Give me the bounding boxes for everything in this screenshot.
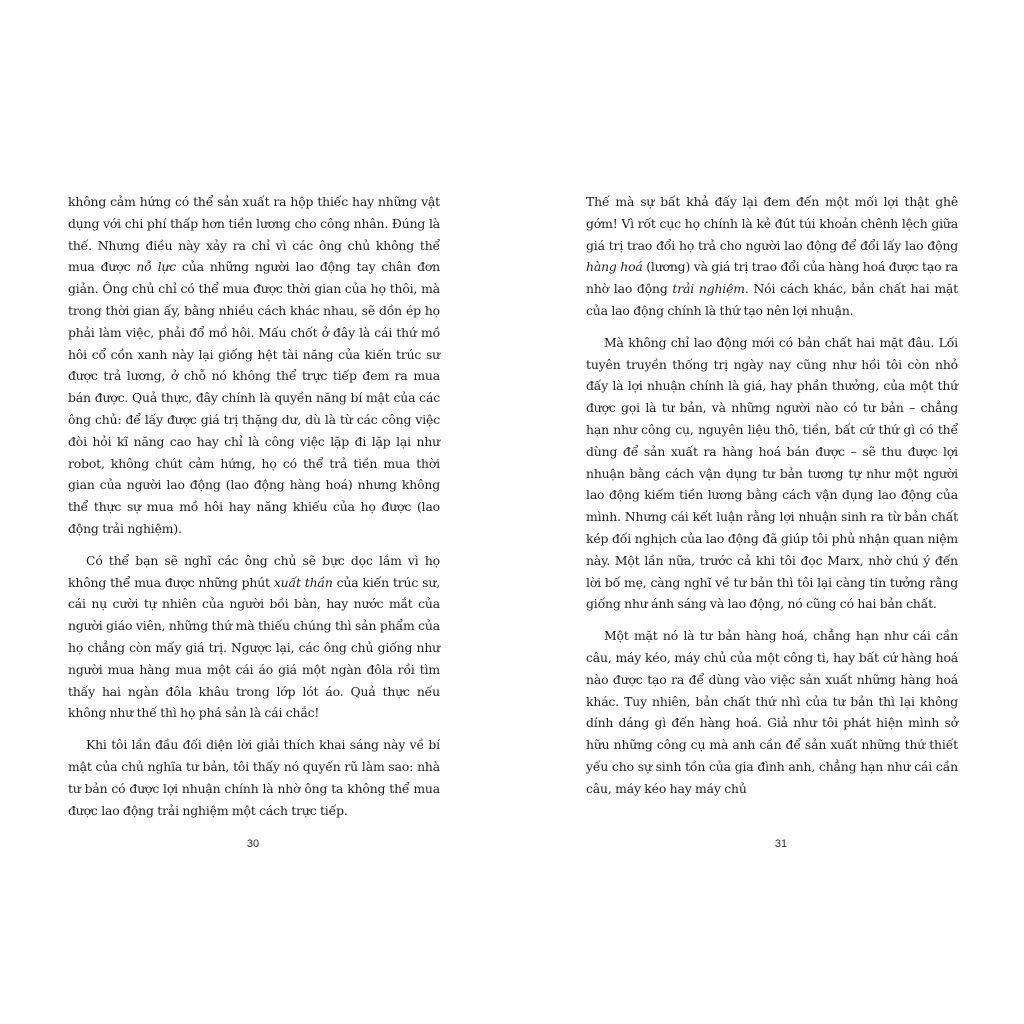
text-run: của những người lao động tay chân đơn giản. Ông chủ chỉ có thể mua được thời gian của họ thôi, mà trong thời gian ấy, bằng nhiều cách khác nhau, sẽ dồn ép họ phải làm việc, phải đổ mồ hôi. Mấu chốt ở đây là cái thứ mồ hôi cổ cồn xanh này lại giống hệt tài năng của kiến trúc sư được trả lương, ở chỗ nó không thể trực tiếp đem ra mua bán được. Quả thực, đây chính là quyền năng bí mật của các ông chủ: để lấy được giá trị thặng dư, dù là từ các công việc đòi hỏi kĩ năng cao hay chỉ là công việc lặp đi lặp lại như robot, không chút cảm hứng, họ có thể trả tiền mua thời gian của người lao động (lao động hàng hoá) nhưng không thể thực sự mua mồ hôi hay năng khiếu của họ được (lao động trải nghiệm). — [68, 259, 440, 536]
paragraph — [586, 191, 958, 322]
italic-phrase: nỗ lực — [136, 259, 177, 275]
italic-phrase: trải nghiệm — [672, 281, 745, 297]
text-run: không cảm hứng có thể sản xuất ra hộp thiếc hay những vật dụng với chi phí thấp hơn tiền lương cho công nhân. Đúng là thế. Nhưng điều này xảy ra chỉ vì các ông chủ không thể mua được — [68, 194, 440, 275]
right-page-text — [586, 191, 958, 810]
text-run: . Nói cách khác, bản chất hai mặt của lao động chính là thứ tạo nên lợi nhuận. — [586, 281, 958, 318]
left-page-number: 30 — [246, 838, 260, 850]
right-page-number: 31 — [774, 838, 788, 850]
paragraph — [68, 734, 440, 821]
paragraph — [68, 550, 440, 724]
text-run: Khi tôi lần đầu đối diện lời giải thích khai sáng này về bí mật của chủ nghĩa tư bản, tôi thấy nó quyến rũ làm sao: nhà tư bản có được lợi nhuận chính là nhờ ông ta không thể mua được lao động trải nghiệm một cách trực tiếp. — [68, 737, 440, 818]
text-run: (lương) và giá trị trao đổi của hàng hoá được tạo ra nhờ lao động — [586, 259, 958, 297]
left-page-text — [68, 191, 440, 831]
text-run: Một mặt nó là tư bản hàng hoá, chẳng hạn như cái cần câu, máy kéo, máy chủ của một công ti, hay bất cứ hàng hoá nào được tạo ra để dùng vào việc sản xuất những hàng hoá khác. Tuy nhiên, bản chất thứ nhì của tư bản thì lại không dính dáng gì đến hàng hoá. Giả như tôi phát hiện mình sở hữu những công cụ mà anh cần để sản xuất những thứ thiết yếu cho sự sinh tồn của gia đình anh, chẳng hạn như cái cần câu, máy kéo hay máy chủ — [586, 628, 958, 796]
paragraph — [586, 625, 958, 799]
paragraph — [586, 332, 958, 615]
italic-phrase: xuất thần — [273, 574, 333, 590]
right-page — [512, 0, 1024, 1024]
text-run: Có thể bạn sẽ nghĩ các ông chủ sẽ bực dọc lắm vì họ không thể mua được những phút — [68, 552, 440, 590]
text-run: Mà không chỉ lao động mới có bản chất hai mặt đâu. Lối tuyên truyền thống trị ngày nay cũng như hồi tôi còn nhỏ đấy là lợi nhuận chính là giá, hay phần thưởng, của một thứ được gọi là tư bản, và những người nào có tư bản – chẳng hạn như công cụ, nguyên liệu thô, tiền, bất cứ thứ gì có thể dùng để sản xuất ra hàng hoá bán được – sẽ thu được lợi nhuận bằng cách vận dụng tư bản tương tự như một người lao động kiếm tiền lương bằng cách vận dụng lao động của mình. Nhưng cái kết luận rằng lợi nhuận sinh ra từ bản chất kép đối nghịch của lao động đã giúp tôi phủ nhận quan niệm này. Một lần nữa, trước cả khi tôi đọc Marx, nhờ chú ý đến lời bố mẹ, càng nghĩ về tư bản thì tôi lại càng tin tưởng rằng giống như ánh sáng và lao động, nó cũng có hai bản chất. — [586, 334, 958, 612]
text-run: Thế mà sự bất khả đấy lại đem đến một mối lợi thật ghê gớm! Vì rốt cục họ chính là kẻ đút túi khoản chênh lệch giữa giá trị trao đổi họ trả cho người lao động để đổi lấy lao động — [586, 194, 958, 253]
text-run: của kiến trúc sư, cái nụ cười tự nhiên của người bồi bàn, hay nước mắt của người giáo viên, những thứ mà thiếu chúng thì sản phẩm của họ chẳng còn mấy giá trị. Ngược lại, các ông chủ giống như người mua hàng mua một cái áo giá một ngàn đôla rồi tìm thấy hai ngàn đôla khâu trong lớp lót áo. Quả thực nếu không như thế thì họ phá sản là cái chắc! — [68, 574, 440, 721]
paragraph — [68, 191, 440, 540]
italic-phrase: hàng hoá — [586, 259, 643, 275]
